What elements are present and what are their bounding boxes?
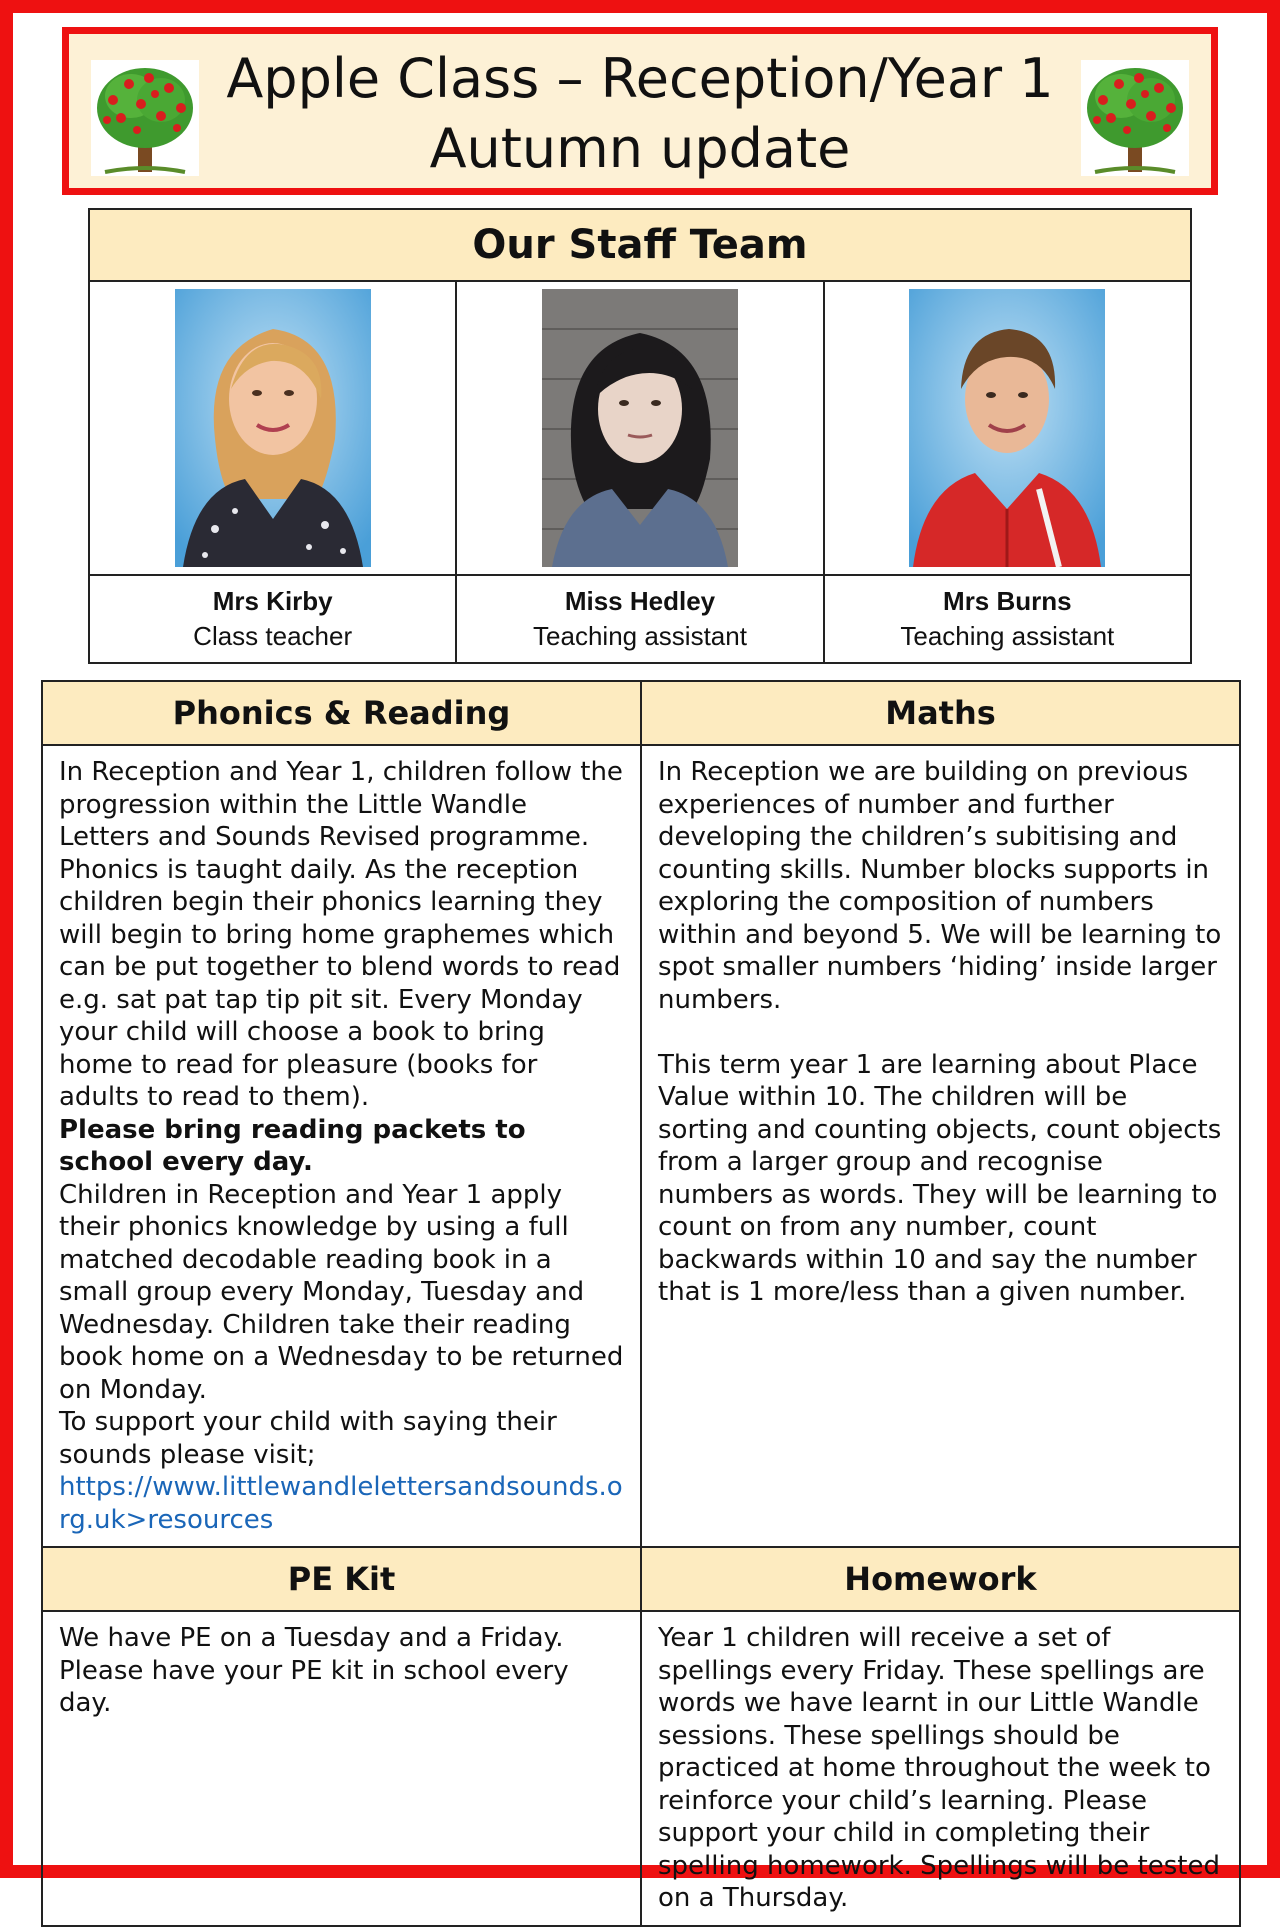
homework-text: Year 1 children will receive a set of spellings every Friday. These spellings are words we have learnt in our Little Wandle sessions. These spellings should be practiced at home throughout the week to reinforce your child’s learning. Please support your child in completing their spelling homework. Spellings will be tested on a Thursday. [658,1623,1220,1913]
staff-role: Teaching assistant [533,621,747,651]
staff-name: Miss Hedley [564,586,716,616]
staff-heading: Our Staff Team [89,209,1191,281]
staff-photo-miss-hedley [542,289,738,567]
homework-section [641,1611,1240,1926]
staff-name: Mrs Burns [943,586,1072,616]
phonics-heading: Phonics & Reading [42,681,641,745]
staff-name-cell [824,575,1191,663]
maths-heading: Maths [641,681,1240,745]
staff-table [88,208,1192,664]
phonics-paragraph-2: Children in Reception and Year 1 apply their phonics knowledge by using a full matched decodable reading book in a small group every Monday, Tuesday and Wednesday. Children take their reading book home on a Wednesday to be returned on Monday. [59,1179,624,1405]
staff-name-cell [89,575,456,663]
pe-heading: PE Kit [42,1547,641,1611]
title-line-2: Autumn update [429,117,851,180]
phonics-paragraph-1: In Reception and Year 1, children follow the progression within the Little Wandle Letters and Sounds Revised programme. Phonics is taught daily. As the reception children begin their phonics learning they will begin to bring home graphemes which can be put together to blend words to read e.g. sat pat tap tip pit sit. Every Monday your child will choose a book to bring home to read for pleasure (books for adults to read to them). [59,757,623,1112]
paragraph-spacer [658,1016,1223,1049]
maths-section [641,745,1240,1547]
apple-tree-icon [1081,60,1189,176]
pe-section [42,1611,641,1926]
staff-photo-cell [89,281,456,575]
staff-photo-mrs-kirby [175,289,371,567]
staff-role: Class teacher [193,621,353,651]
homework-heading: Homework [641,1547,1240,1611]
phonics-resources-link[interactable]: https://www.littlewandlelettersandsounds.org.uk>resources [59,1472,623,1535]
maths-paragraph-2: This term year 1 are learning about Place Value within 10. The children will be sorting and counting objects, count objects from a larger group and recognise numbers as words. They will be learning to count on from any number, count backwards within 10 and say the number that is 1 more/less than a given number. [658,1049,1222,1307]
staff-photo-cell [824,281,1191,575]
phonics-bold-note: Please bring reading packets to school every day. [59,1114,526,1177]
staff-role: Teaching assistant [900,621,1115,651]
info-table [41,680,1241,1927]
title-banner [62,27,1218,195]
title-line-1: Apple Class – Reception/Year 1 [226,47,1054,110]
page-title [219,44,1061,184]
staff-photo-cell [456,281,823,575]
staff-photo-mrs-burns [909,289,1105,567]
staff-name: Mrs Kirby [212,586,333,616]
phonics-section [42,745,641,1547]
pe-text: We have PE on a Tuesday and a Friday. Please have your PE kit in school every day. [59,1623,569,1718]
staff-name-cell [456,575,823,663]
apple-tree-icon [91,60,199,176]
maths-paragraph-1: In Reception we are building on previous experiences of number and further developing the children’s subitising and counting skills. Number blocks supports in exploring the composition of numbers within and beyond 5. We will be learning to spot smaller numbers ‘hiding’ inside larger numbers. [658,757,1222,1015]
phonics-paragraph-3: To support your child with saying their sounds please visit; [59,1407,557,1470]
